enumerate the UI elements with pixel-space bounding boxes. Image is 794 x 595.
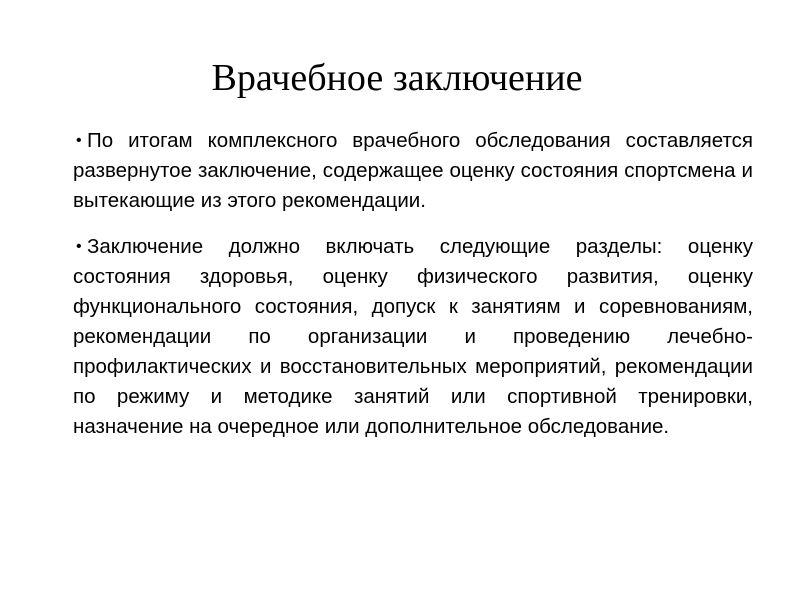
bullet-text-1: По итогам комплексного врачебного обследования составляется развернутое заключение, содержащее оценку состояния спортсмена и вытекающие из этого рекомендации.	[73, 129, 753, 212]
bullet-item-1	[73, 126, 753, 216]
slide-content	[73, 126, 753, 458]
slide-title: Врачебное заключение	[211, 57, 583, 99]
bullet-item-2	[73, 232, 753, 442]
bullet-dot-icon: •	[76, 132, 82, 149]
bullet-dot-icon: •	[76, 238, 82, 255]
bullet-text-2: Заключение должно включать следующие разделы: оценку состояния здоровья, оценку физического развития, оценку функционального состояния, допуск к занятиям и соревнованиям, рекомендации по организации и проведению лечебно-профилактических и восстановительных мероприятий, рекомендации по режиму и методике занятий или спортивной тренировки, назначение на очередное или дополнительное обследование.	[73, 235, 753, 438]
